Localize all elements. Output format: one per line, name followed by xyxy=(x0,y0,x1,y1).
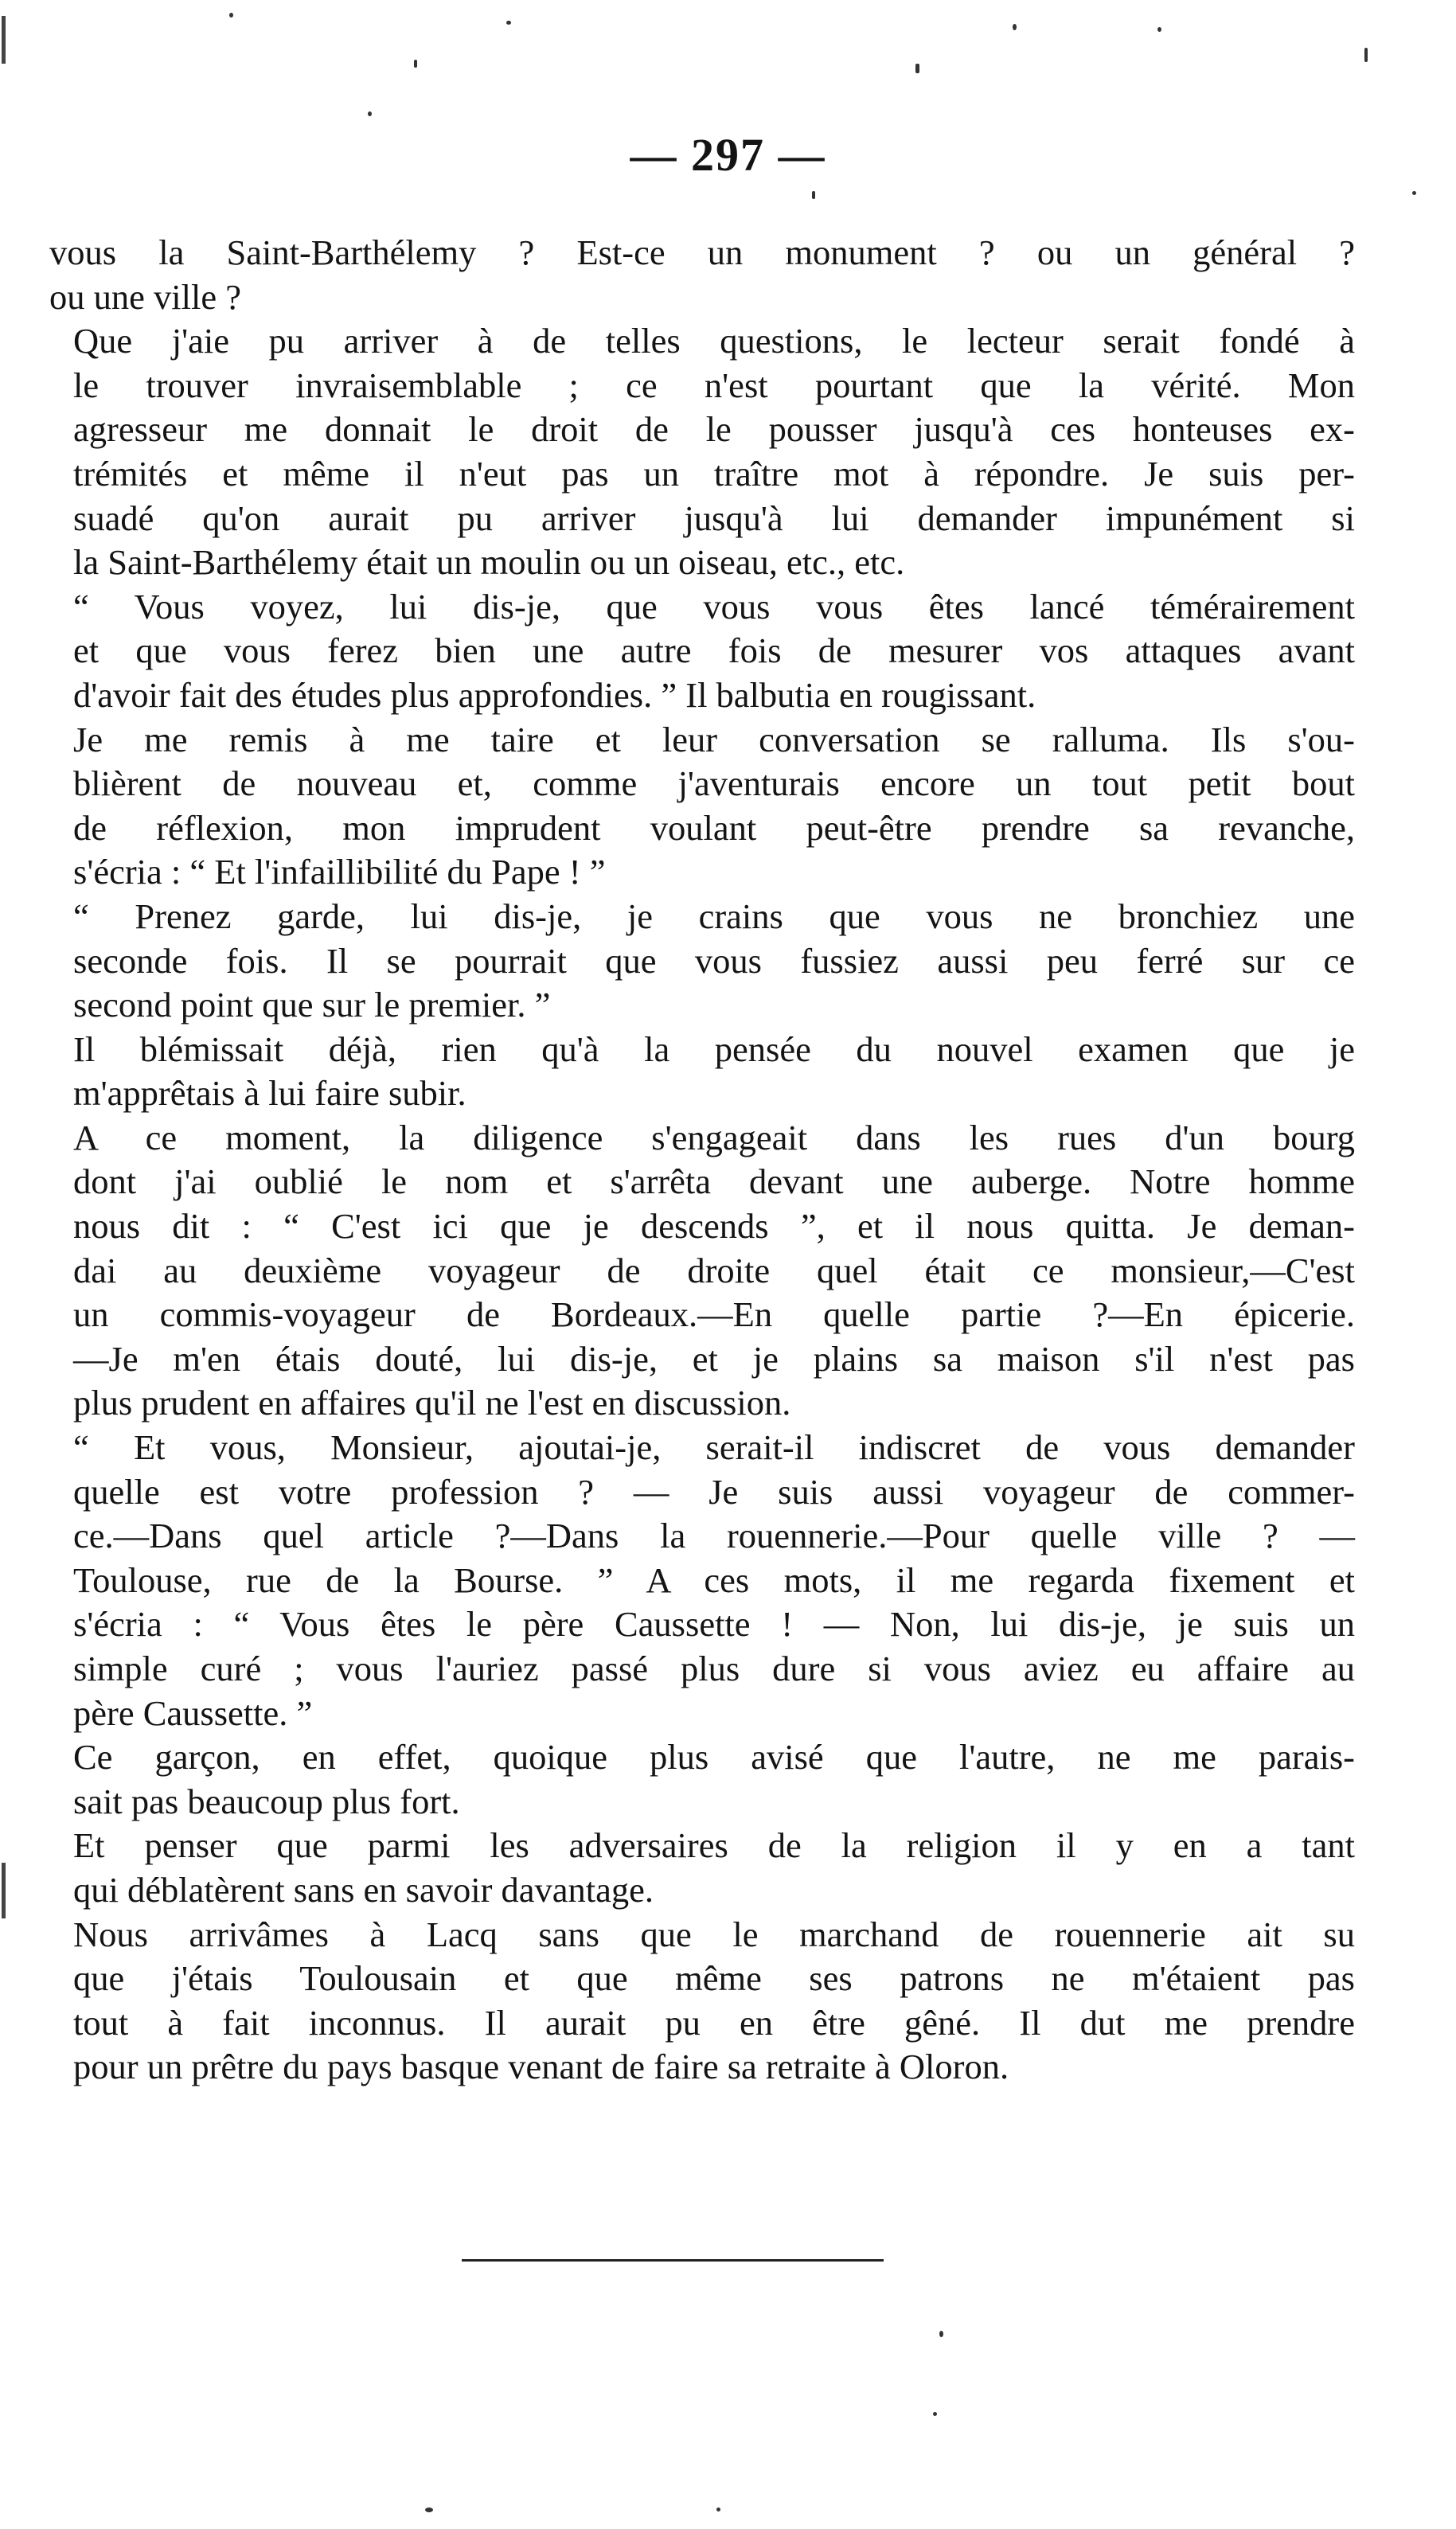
scan-speck xyxy=(933,2412,937,2416)
scan-speck xyxy=(229,13,233,18)
text-line: que j'étais Toulousain et que même ses patrons ne m'étaient pas xyxy=(73,1958,1355,1999)
paragraph xyxy=(49,1735,1355,1824)
text-line: s'écria : “ Vous êtes le père Caussette ! — Non, lui dis-je, je suis un xyxy=(73,1604,1355,1645)
text-line: le trouver invraisemblable ; ce n'est pourtant que la vérité. Mon xyxy=(73,365,1355,405)
end-rule xyxy=(462,2259,884,2262)
text-line: Toulouse, rue de la Bourse. ” A ces mots, il me regarda fixement et xyxy=(73,1559,1355,1600)
text-line: trémités et même il n'eut pas un traître mot à répondre. Je suis per- xyxy=(73,453,1355,494)
text-line: Il blémissait déjà, rien qu'à la pensée du nouvel examen que je xyxy=(73,1028,1355,1069)
text-line: m'apprêtais à lui faire subir. xyxy=(73,1073,466,1114)
text-line: “ Vous voyez, lui dis-je, que vous vous êtes lancé témérairement xyxy=(73,586,1355,626)
scan-speck xyxy=(414,60,417,68)
paragraph xyxy=(49,231,1355,319)
paragraph xyxy=(49,718,1355,895)
text-line: Ce garçon, en effet, quoique plus avisé que l'autre, ne me parais- xyxy=(73,1737,1355,1778)
text-line: Je me remis à me taire et leur conversation se ralluma. Ils s'ou- xyxy=(73,719,1355,759)
paragraph xyxy=(49,1028,1355,1116)
text-line: agresseur me donnait le droit de le pousser jusqu'à ces honteuses ex- xyxy=(73,409,1355,450)
scan-speck xyxy=(1364,48,1368,62)
text-line: dont j'ai oublié le nom et s'arrêta devant une auberge. Notre homme xyxy=(73,1161,1355,1202)
scan-speck xyxy=(812,191,815,199)
text-line: sait pas beaucoup plus fort. xyxy=(73,1781,460,1821)
text-line: Et penser que parmi les adversaires de la religion il y en a tant xyxy=(73,1825,1355,1866)
scan-speck xyxy=(425,2508,433,2512)
text-line: quelle est votre profession ? — Je suis aussi voyageur de commer- xyxy=(73,1471,1355,1512)
text-line: ou une ville ? xyxy=(49,276,241,317)
text-line: tout à fait inconnus. Il aurait pu en être gêné. Il dut me prendre xyxy=(73,2002,1355,2043)
scan-speck xyxy=(915,64,919,73)
text-line: “ Prenez garde, lui dis-je, je crains que vous ne bronchiez une xyxy=(73,896,1355,936)
text-line: seconde fois. Il se pourrait que vous fussiez aussi peu ferré sur ce xyxy=(73,940,1355,981)
scan-speck xyxy=(506,21,511,25)
scan-speck xyxy=(1157,27,1161,32)
scan-speck xyxy=(716,2508,720,2511)
text-line: père Caussette. ” xyxy=(73,1692,313,1733)
text-line: nous dit : “ C'est ici que je descends ”, et il nous quitta. Je deman- xyxy=(73,1206,1355,1247)
scan-edge-mark xyxy=(2,1863,6,1918)
scan-speck xyxy=(939,2331,943,2337)
paragraph xyxy=(49,1913,1355,2090)
scan-speck xyxy=(368,111,372,116)
text-line: et que vous ferez bien une autre fois de mesurer vos attaques avant xyxy=(73,630,1355,671)
text-line: plus prudent en affaires qu'il ne l'est en discussion. xyxy=(73,1383,791,1423)
paragraph xyxy=(49,1116,1355,1426)
paragraph xyxy=(49,319,1355,585)
paragraph xyxy=(49,1824,1355,1912)
scan-edge-mark xyxy=(2,16,6,64)
text-line: A ce moment, la diligence s'engageait dans les rues d'un bourg xyxy=(73,1117,1355,1157)
text-line: simple curé ; vous l'auriez passé plus dure si vous aviez eu affaire au xyxy=(73,1649,1355,1688)
text-line: suadé qu'on aurait pu arriver jusqu'à lui demander impunément si xyxy=(73,498,1355,538)
text-line: pour un prêtre du pays basque venant de faire sa retraite à Oloron. xyxy=(73,2047,1009,2087)
body-text xyxy=(49,231,1355,2090)
scan-speck xyxy=(1412,191,1416,195)
text-line: dai au deuxième voyageur de droite quel était ce monsieur,—C'est xyxy=(73,1250,1355,1290)
text-line: vous la Saint-Barthélemy ? Est-ce un monument ? ou un général ? xyxy=(49,232,1355,272)
text-line: d'avoir fait des études plus approfondies. ” Il balbutia en rougissant. xyxy=(73,674,1036,715)
text-line: un commis-voyageur de Bordeaux.—En quelle partie ?—En épicerie. xyxy=(73,1294,1355,1335)
paragraph xyxy=(49,895,1355,1028)
text-line: de réflexion, mon imprudent voulant peut-être prendre sa revanche, xyxy=(73,807,1355,848)
scan-speck xyxy=(1013,24,1017,30)
page-number: — 297 — xyxy=(630,129,826,181)
text-line: s'écria : “ Et l'infaillibilité du Pape ! ” xyxy=(73,852,606,892)
text-line: ce.—Dans quel article ?—Dans la rouennerie.—Pour quelle ville ? — xyxy=(73,1516,1355,1556)
text-line: —Je m'en étais douté, lui dis-je, et je plains sa maison s'il n'est pas xyxy=(73,1338,1355,1379)
text-line: blièrent de nouveau et, comme j'aventurais encore un tout petit bout xyxy=(73,763,1355,804)
text-line: qui déblatèrent sans en savoir davantage. xyxy=(73,1869,654,1910)
text-line: Nous arrivâmes à Lacq sans que le marchand de rouennerie ait su xyxy=(73,1914,1355,1954)
paragraph xyxy=(49,1426,1355,1735)
text-line: second point que sur le premier. ” xyxy=(73,985,551,1025)
text-line: “ Et vous, Monsieur, ajoutai-je, serait-il indiscret de vous demander xyxy=(73,1427,1355,1468)
text-line: Que j'aie pu arriver à de telles questions, le lecteur serait fondé à xyxy=(73,321,1355,361)
text-line: la Saint-Barthélemy était un moulin ou un oiseau, etc., etc. xyxy=(73,542,905,583)
paragraph xyxy=(49,585,1355,718)
